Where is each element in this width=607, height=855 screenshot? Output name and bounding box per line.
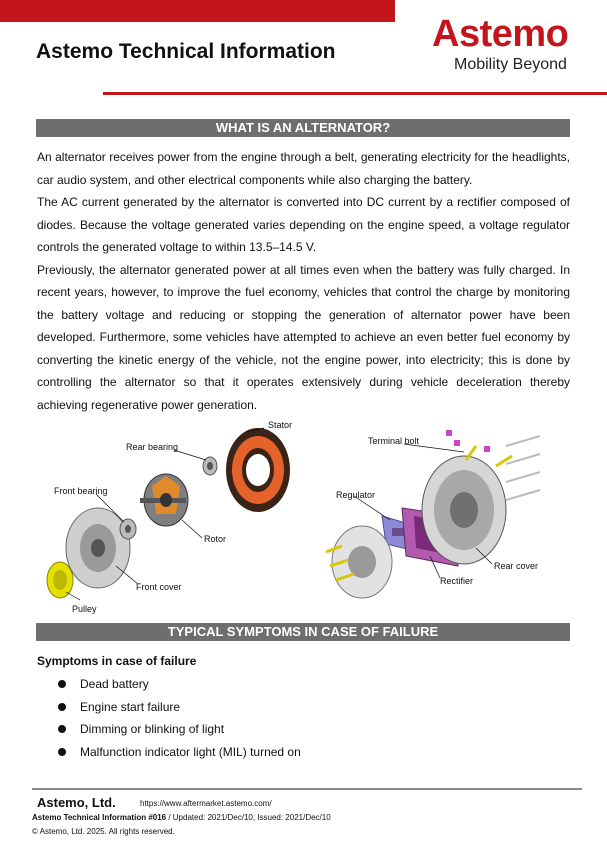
list-item: Dimming or blinking of light [58, 719, 301, 742]
section-title-symptoms: TYPICAL SYMPTOMS IN CASE OF FAILURE [36, 623, 570, 641]
alternator-description [37, 146, 570, 416]
label-front-bearing: Front bearing [54, 486, 108, 496]
logo-wordmark: Astemo [432, 13, 569, 55]
footer-dates: / Updated: 2021/Dec/10, Issued: 2021/Dec/10 [166, 813, 331, 822]
footer-doc-number: Astemo Technical Information #016 [32, 813, 167, 822]
front-cover-shape [66, 508, 130, 588]
footer-url-link[interactable]: https://www.aftermarket.astemo.com/ [140, 799, 272, 808]
document-title: Astemo Technical Information [36, 40, 336, 63]
section-title-alternator: WHAT IS AN ALTERNATOR? [36, 119, 570, 137]
footer-document-info [32, 813, 331, 822]
label-stator: Stator [268, 420, 293, 430]
paragraph-2: The AC current generated by the alternator is converted into DC current by a rectifier composed of diodes. Because the voltage generated varies depending on the engine speed, a voltage regulator controls the generated voltage to within 13.5–14.5 V. [37, 195, 570, 254]
diagram-svg [36, 416, 570, 620]
label-rear-cover: Rear cover [494, 561, 539, 571]
label-rotor: Rotor [204, 534, 227, 544]
list-item: Engine start failure [58, 697, 301, 720]
label-pulley: Pulley [72, 604, 97, 614]
label-regulator: Regulator [336, 490, 376, 500]
label-terminal-bolt: Terminal bolt [368, 436, 420, 446]
header-divider [103, 92, 607, 95]
pulley-shape [47, 562, 73, 598]
rotor-shape [140, 474, 188, 526]
list-item: Dead battery [58, 674, 301, 697]
stator-shape [226, 428, 290, 512]
footer-divider [32, 788, 582, 790]
alternator-exploded-diagram [36, 416, 570, 620]
rear-cover-shape [422, 456, 506, 564]
top-red-bar [0, 0, 395, 22]
symptoms-heading: Symptoms in case of failure [37, 654, 197, 668]
paragraph-3: Previously, the alternator generated power at all times even when the battery was fully charged. In recent years, however, to improve the fuel economy, vehicles that control the charge by monitoring the battery voltage and reducing or stopping the generation of alternator power have been developed. Furthermore, some vehicles have attempted to achieve an even better fuel economy by converting the kinetic energy of the vehicle, not the engine power, into electricity; this is done by controlling the alternator so that it operates extensively during vehicle deceleration thereby achieving regenerative power generation. [37, 262, 570, 412]
label-front-cover: Front cover [136, 582, 182, 592]
footer-copyright: © Astemo, Ltd. 2025. All rights reserved. [32, 827, 175, 836]
symptoms-list [58, 674, 301, 764]
paragraph-1: An alternator receives power from the engine through a belt, generating electricity for the headlights, car audio system, and other electrical components while also charging the battery. [37, 150, 570, 187]
logo-tagline: Mobility Beyond [454, 56, 567, 73]
label-rectifier: Rectifier [440, 576, 474, 586]
list-item: Malfunction indicator light (MIL) turned on [58, 742, 301, 765]
astemo-logo [432, 14, 592, 74]
footer-company: Astemo, Ltd. [37, 795, 116, 810]
front-bearing-shape [120, 519, 136, 539]
label-rear-bearing: Rear bearing [126, 442, 179, 452]
